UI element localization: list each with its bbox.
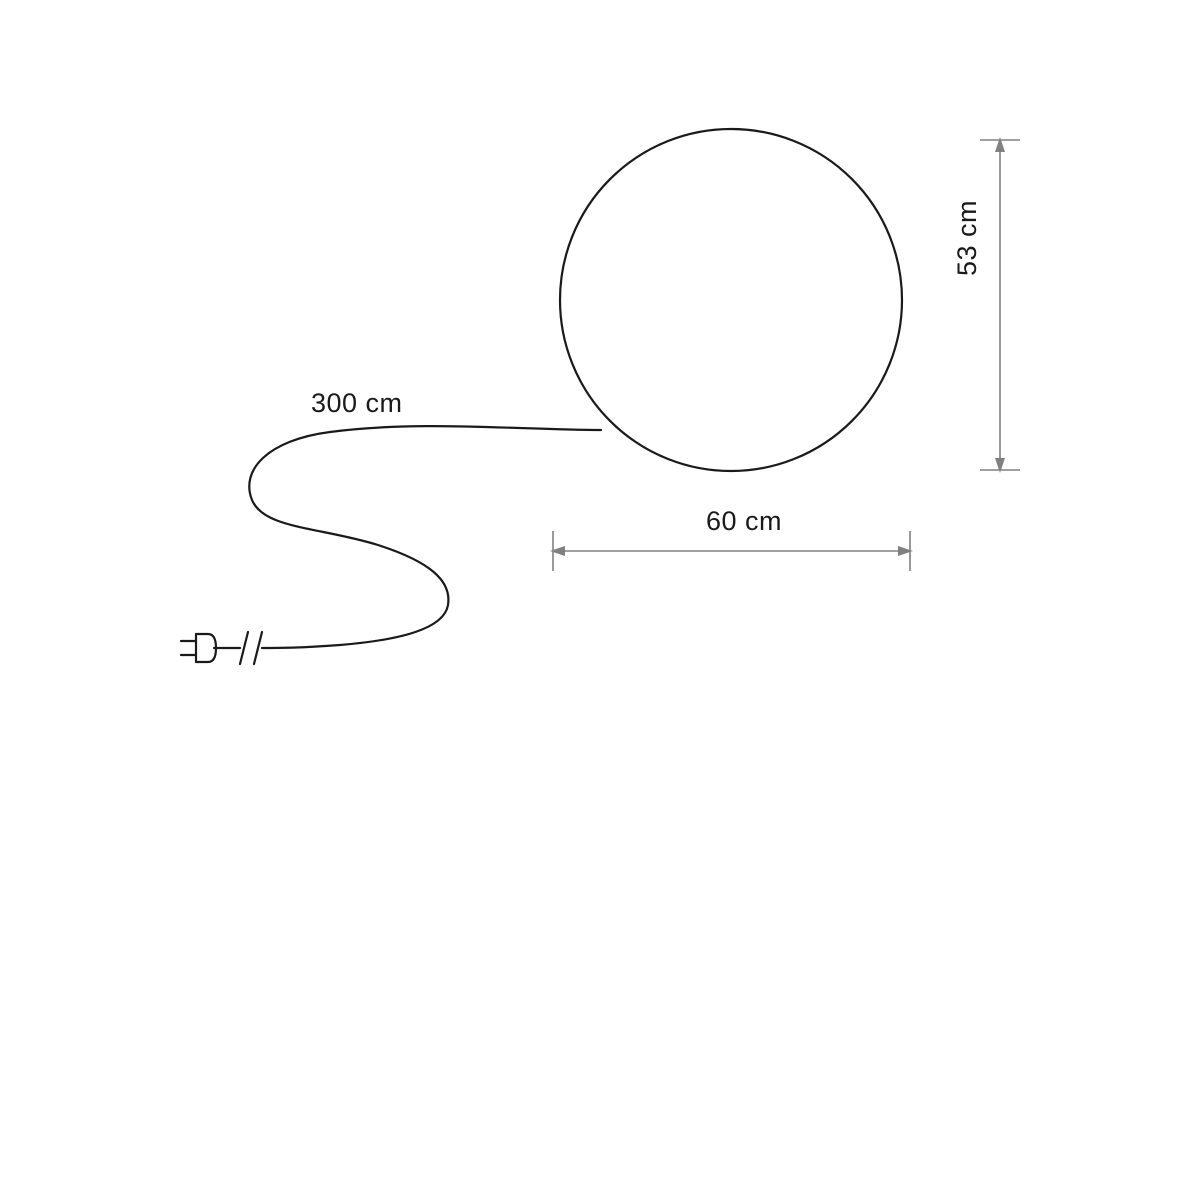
lamp-sphere-outline [560,129,902,471]
height-dimension-line [980,137,1020,473]
width-dimension-line [550,531,913,571]
power-cable [249,426,601,648]
cable-break-mark-2 [254,632,262,664]
width-dimension-label: 60 cm [706,506,783,536]
cable-length-label: 300 cm [311,388,403,418]
height-dimension-label: 53 cm [952,199,982,276]
cable-break-mark-1 [240,632,248,664]
